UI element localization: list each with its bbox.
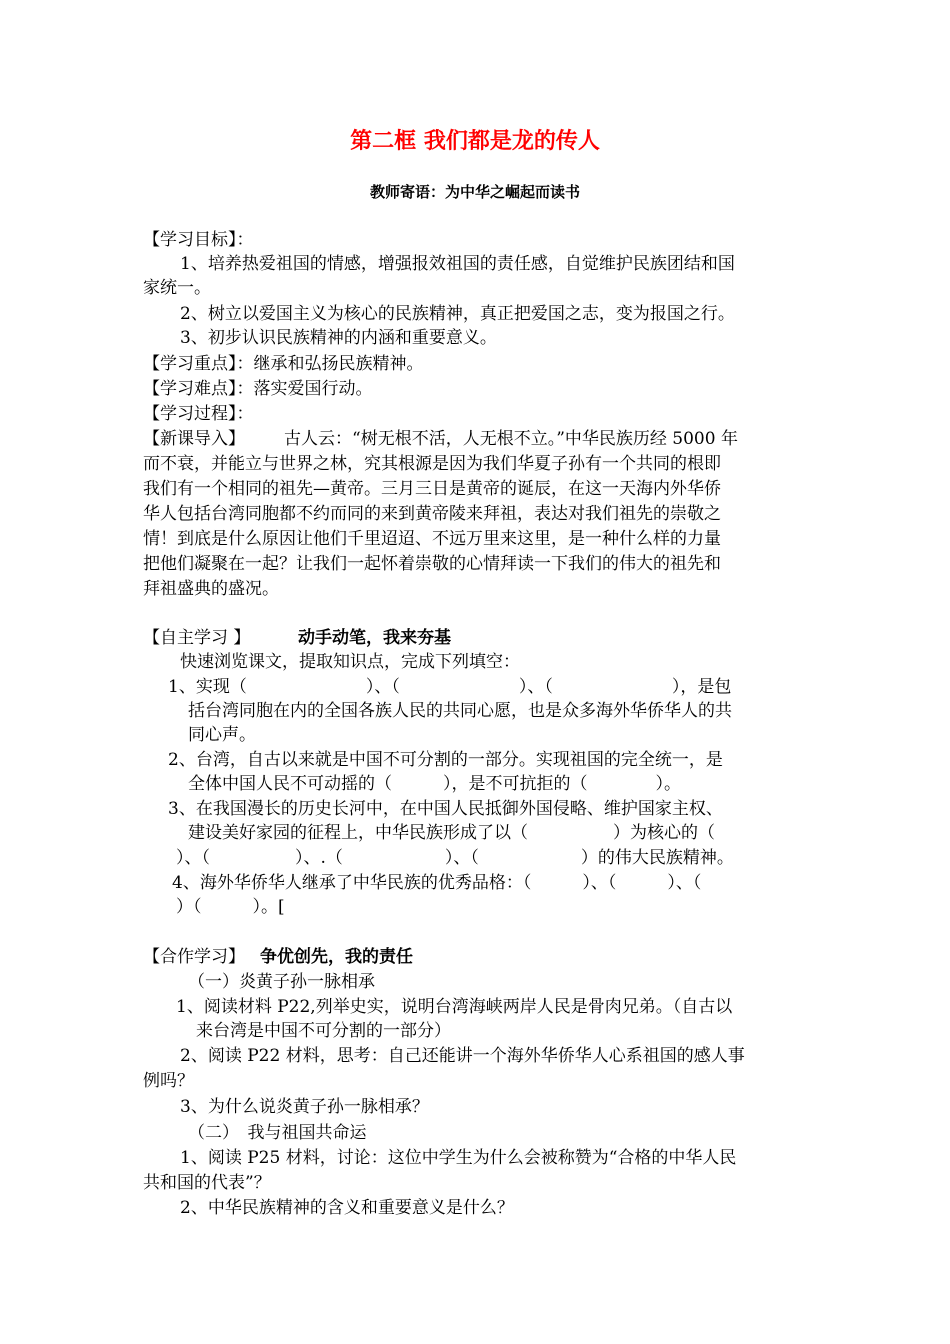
question-4-line-a: 4、海外华侨华人继承了中华民族的优秀品格：（ ）、（ ）、（ [172,873,702,893]
intro-line-3: 我们有一个相同的祖先—黄帝。三月三日是黄帝的诞辰，在这一天海内外华侨 [143,479,721,499]
self-study-label: 【自主学习 】 [143,628,251,648]
intro-line-7: 拜祖盛典的盛况。 [143,579,279,599]
coop-1-question-1-line-a: 1、阅读材料 P22,列举史实，说明台湾海峡两岸人民是骨肉兄弟。（自古以 [176,997,733,1017]
coop-2-question-1-line-a: 1、阅读 P25 材料，讨论：这位中学生为什么会被称赞为“合格的中华人民 [180,1148,737,1168]
goal-3: 3、初步认识民族精神的内涵和重要意义。 [180,328,497,348]
goal-1-line-a: 1、培养热爱祖国的情感，增强报效祖国的责任感，自觉维护民族团结和国 [180,254,735,274]
focus-line: 【学习重点】：继承和弘扬民族精神。 [143,354,424,374]
intro-label: 【新课导入】 [143,429,245,449]
intro-line-4: 华人包括台湾同胞都不约而同的来到黄帝陵来拜祖，表达对我们祖先的崇敬之 [143,504,721,524]
question-1-line-c: 同心声。 [188,725,256,745]
question-2-line-b: 全体中国人民不可动摇的（ ），是不可抗拒的（ ）。 [188,774,681,794]
coop-1-question-3: 3、为什么说炎黄子孙一脉相承？ [180,1097,429,1117]
intro-line-2: 而不衰，并能立与世界之林，究其根源是因为我们华夏子孙有一个共同的根即 [143,454,721,474]
self-study-instruction: 快速浏览课文，提取知识点，完成下列填空： [180,652,520,672]
goal-1-line-b: 家统一。 [143,278,211,298]
question-1-line-b: 括台湾同胞在内的全国各族人民的共同心愿，也是众多海外华侨华人的共 [188,701,732,721]
coop-study-label: 【合作学习】 [143,947,245,967]
coop-1-question-2-line-b: 例吗？ [143,1071,194,1091]
coop-1-question-1-line-b: 来台湾是中国不可分割的一部分） [196,1021,451,1041]
process-line: 【学习过程】： [143,404,254,424]
question-1-line-a: 1、实现（ ）、（ ）、（ ），是包 [168,677,732,697]
goal-2: 2、树立以爱国主义为核心的民族精神，真正把爱国之志，变为报国之行。 [180,304,735,324]
question-2-line-a: 2、台湾，自古以来就是中国不可分割的一部分。实现祖国的完全统一，是 [168,750,723,770]
question-3-line-a: 3、在我国漫长的历史长河中，在中国人民抵御外国侵略、维护国家主权、 [168,799,723,819]
intro-line-6: 把他们凝聚在一起？让我们一起怀着崇敬的心情拜读一下我们的伟大的祖先和 [143,554,721,574]
page-title: 第二框 我们都是龙的传人 [350,129,600,154]
intro-line-1: 古人云：“树无根不活，人无根不立。”中华民族历经 5000 年 [284,429,738,449]
difficulty-line: 【学习难点】：落实爱国行动。 [143,379,373,399]
goals-header: 【学习目标】： [143,230,254,250]
page-subtitle: 教师寄语：为中华之崛起而读书 [369,183,580,201]
coop-2-question-2: 2、中华民族精神的含义和重要意义是什么？ [180,1198,514,1218]
question-3-line-b: 建设美好家园的征程上，中华民族形成了以（ ）为核心的（ [188,823,715,843]
question-3-line-c: ）、（ ）、.（ ）、（ ）的伟大民族精神。 [176,848,734,868]
intro-line-5: 情！到底是什么原因让他们千里迢迢、不远万里来这里，是一种什么样的力量 [143,529,721,549]
question-4-line-b: ）（ ）。[ [176,897,285,917]
coop-section-1: （一）炎黄子孙一脉相承 [188,972,375,992]
coop-1-question-2-line-a: 2、阅读 P22 材料，思考：自己还能讲一个海外华侨华人心系祖国的感人事 [180,1046,745,1066]
coop-2-question-1-line-b: 共和国的代表”？ [143,1173,271,1193]
coop-section-2: （二） 我与祖国共命运 [188,1123,367,1143]
coop-study-motto: 争优创先，我的责任 [260,947,413,967]
self-study-motto: 动手动笔，我来夯基 [298,628,451,648]
